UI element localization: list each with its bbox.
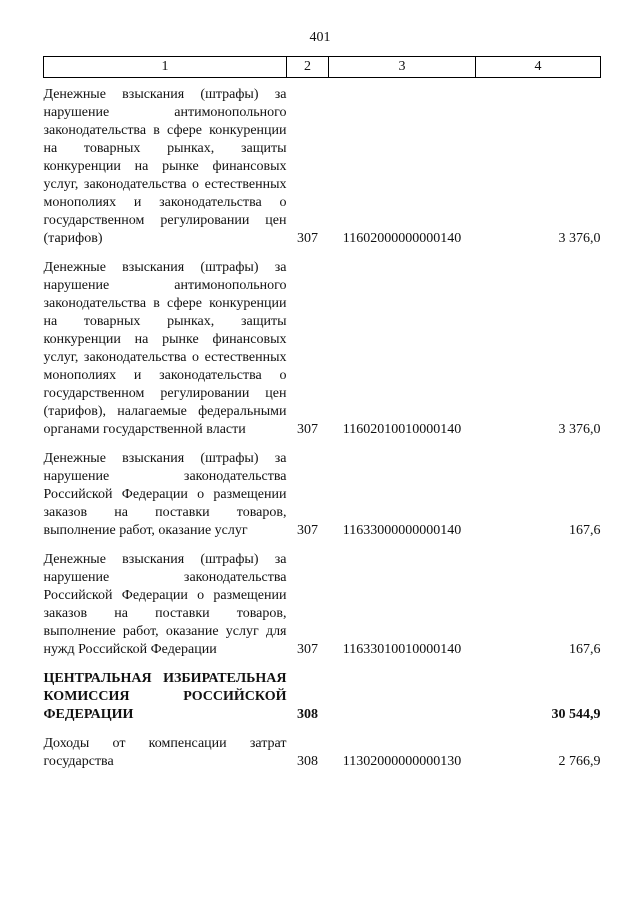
section-total-amount: 30 544,9 — [551, 707, 601, 722]
row-admin-code: 308 — [297, 754, 318, 769]
row-amount: 167,6 — [569, 642, 601, 657]
column-header-1: 1 — [44, 57, 287, 78]
header-row — [44, 57, 601, 78]
row-description: Денежные взыскания (штрафы) за нарушение законодательства Российской Федерации о размещении заказов на поставки товаров, выполнение работ, оказание услуг — [43, 451, 287, 538]
row-description: Денежные взыскания (штрафы) за нарушение антимонопольного законодательства в сфере конкуренции на товарных рынках, защиты конкуренции на рынке финансовых услуг, законодательства о естественных монополиях и законодательства о государственном регулировании цен (тарифов), налагаемые федеральными органами государственной власти — [43, 260, 287, 437]
row-description: Денежные взыскания (штрафы) за нарушение антимонопольного законодательства в сфере конкуренции на товарных рынках, защиты конкуренции на рынке финансовых услуг, законодательства о естественных монополиях и законодательства о государственном регулировании цен (тарифов) — [43, 87, 287, 246]
column-header-4: 4 — [476, 57, 601, 78]
row-admin-code: 307 — [297, 642, 318, 657]
row-budget-code: 11602000000000140 — [342, 231, 462, 246]
table-row — [44, 540, 601, 659]
row-budget-code: 11633000000000140 — [342, 523, 462, 538]
row-amount: 167,6 — [569, 523, 601, 538]
section-title: ЦЕНТРАЛЬНАЯ ИЗБИРАТЕЛЬНАЯ КОМИССИЯ РОССИЙСКОЙ ФЕДЕРАЦИИ — [43, 671, 287, 722]
row-description: Доходы от компенсации затрат государства — [43, 736, 287, 769]
table-body — [44, 78, 601, 772]
row-admin-code: 307 — [297, 422, 318, 437]
row-amount: 3 376,0 — [558, 231, 601, 246]
budget-revenue-table — [43, 56, 601, 771]
row-admin-code: 308 — [297, 707, 318, 722]
table-header — [44, 57, 601, 78]
table-row — [44, 248, 601, 439]
row-budget-code — [329, 659, 476, 724]
row-admin-code: 307 — [297, 523, 318, 538]
table-row-section-total — [44, 659, 601, 724]
row-budget-code: 11302000000000130 — [342, 754, 462, 769]
row-description: Денежные взыскания (штрафы) за нарушение законодательства Российской Федерации о размещении заказов на поставки товаров, выполнение работ, оказание услуг для нужд Российской Федерации — [43, 552, 287, 657]
row-admin-code: 307 — [297, 231, 318, 246]
row-amount: 2 766,9 — [558, 754, 601, 769]
column-header-3: 3 — [329, 57, 476, 78]
table-row — [44, 724, 601, 771]
table-row — [44, 439, 601, 540]
table-row — [44, 78, 601, 249]
row-budget-code: 11602010010000140 — [342, 422, 462, 437]
column-header-2: 2 — [287, 57, 329, 78]
page-number: 401 — [309, 30, 331, 45]
row-amount: 3 376,0 — [558, 422, 601, 437]
row-budget-code: 11633010010000140 — [342, 642, 462, 657]
